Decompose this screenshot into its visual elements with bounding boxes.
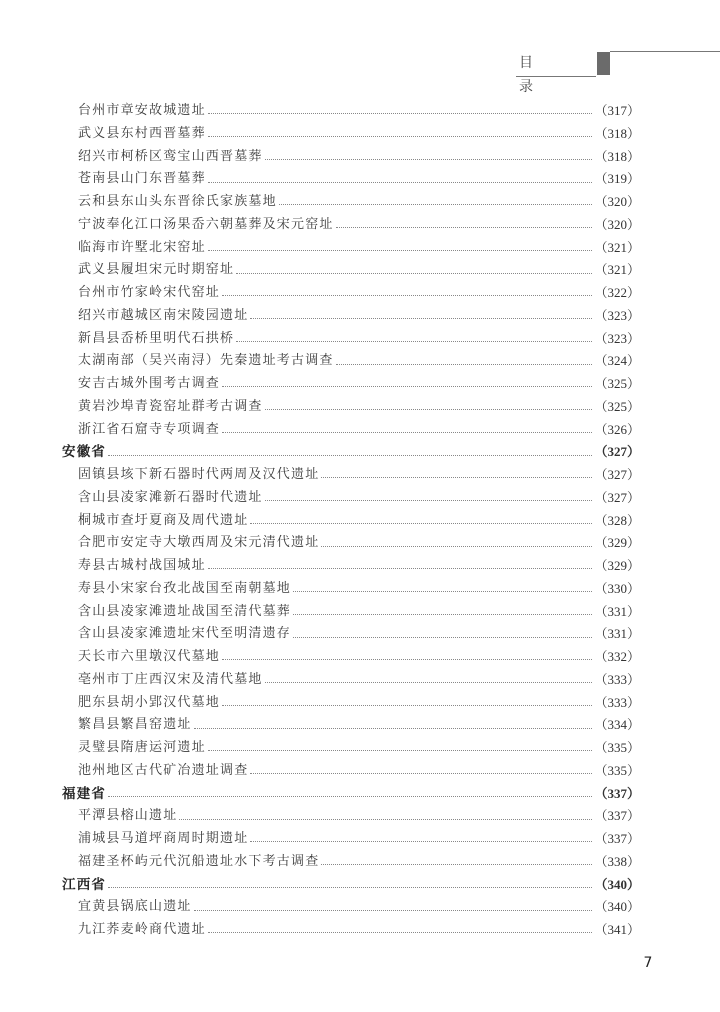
toc-entry-title: 黄岩沙埠青瓷窑址群考古调查 bbox=[78, 398, 263, 414]
toc-entry-page: （335） bbox=[594, 740, 640, 755]
toc-entry-title: 新昌县岙桥里明代石拱桥 bbox=[78, 330, 235, 346]
toc-entry-page: （323） bbox=[594, 307, 640, 323]
toc-entry-page: （317） bbox=[594, 103, 640, 118]
toc-entry-page: （338） bbox=[594, 853, 640, 869]
toc-entry[interactable] bbox=[62, 396, 640, 419]
dot-leader bbox=[321, 863, 592, 865]
toc-entry[interactable] bbox=[62, 555, 640, 578]
toc-entry-title: 云和县东山头东晋徐氏家族墓地 bbox=[78, 194, 277, 209]
toc-entry[interactable] bbox=[62, 487, 640, 510]
toc-entry-title: 绍兴市越城区南宋陵园遗址 bbox=[78, 307, 249, 323]
toc-entry-title: 固镇县垓下新石器时代两周及汉代遗址 bbox=[78, 467, 320, 482]
toc-entry-title: 宜黄县锅底山遗址 bbox=[78, 899, 192, 915]
toc-entry-title: 含山县凌家滩遗址宋代至明清遗存 bbox=[78, 626, 292, 642]
dot-leader bbox=[336, 226, 593, 228]
toc-entry[interactable] bbox=[62, 305, 640, 328]
dot-leader bbox=[265, 499, 593, 501]
toc-entry-title: 含山县凌家滩遗址战国至清代墓葬 bbox=[78, 603, 292, 619]
running-header-title: 目 录 bbox=[519, 55, 555, 95]
dot-leader bbox=[265, 158, 593, 160]
toc-entry-page: （333） bbox=[594, 671, 640, 687]
toc-entry-page: （321） bbox=[594, 262, 640, 278]
dot-leader bbox=[208, 931, 593, 933]
toc-entry[interactable] bbox=[62, 191, 640, 214]
toc-entry-page: （329） bbox=[594, 535, 640, 551]
toc-entry-title: 合肥市安定寺大墩西周及宋元清代遗址 bbox=[78, 535, 320, 551]
toc-entry-page: （337） bbox=[594, 808, 640, 824]
dot-leader bbox=[208, 749, 593, 751]
header-top-rule bbox=[610, 51, 720, 52]
toc-entry-title: 临海市许墅北宋窑址 bbox=[78, 239, 206, 255]
toc-entry-title: 福建圣杯屿元代沉船遗址水下考古调查 bbox=[78, 853, 320, 869]
toc-entry-page: （327） bbox=[594, 489, 640, 505]
toc-entry-page: （337） bbox=[594, 831, 640, 846]
dot-leader bbox=[222, 431, 592, 433]
toc-entry[interactable] bbox=[62, 373, 640, 396]
toc-entry-title: 浙江省石窟寺专项调查 bbox=[78, 421, 221, 437]
toc-entry-title: 天长市六里墩汉代墓地 bbox=[78, 649, 221, 664]
toc-entry-page: （335） bbox=[594, 762, 640, 778]
dot-leader bbox=[321, 545, 592, 547]
toc-entry-title: 浦城县马道坪商周时期遗址 bbox=[78, 831, 249, 846]
dot-leader bbox=[208, 181, 593, 183]
toc-entry-page: （325） bbox=[594, 376, 640, 391]
toc-entry-title: 武义县东村西晋墓葬 bbox=[78, 125, 206, 141]
toc-entry-page: （331） bbox=[594, 626, 640, 642]
toc-entry[interactable] bbox=[62, 510, 640, 533]
dot-leader bbox=[236, 272, 592, 274]
toc-entry-title: 灵璧县隋唐运河遗址 bbox=[78, 740, 206, 755]
toc-entry[interactable] bbox=[62, 146, 640, 169]
toc-entry-page: （330） bbox=[594, 580, 640, 596]
toc-entry-page: （326） bbox=[594, 421, 640, 437]
toc-entry-page: （325） bbox=[594, 398, 640, 414]
toc-entry[interactable] bbox=[62, 601, 640, 624]
table-of-contents bbox=[62, 100, 640, 942]
toc-entry-page: （337） bbox=[594, 785, 640, 801]
dot-leader bbox=[265, 408, 593, 410]
dot-leader bbox=[293, 636, 592, 638]
toc-entry-page: （334） bbox=[594, 717, 640, 733]
dot-leader bbox=[222, 704, 592, 706]
toc-entry[interactable] bbox=[62, 578, 640, 601]
toc-entry-title: 九江荞麦岭商代遗址 bbox=[78, 922, 206, 937]
header-gray-block bbox=[597, 52, 610, 75]
dot-leader bbox=[336, 363, 593, 365]
toc-entry-title: 太湖南部（吴兴南浔）先秦遗址考古调查 bbox=[78, 353, 334, 369]
dot-leader bbox=[279, 203, 593, 205]
toc-entry[interactable] bbox=[62, 237, 640, 260]
toc-entry-page: （333） bbox=[594, 694, 640, 710]
toc-entry-page: （340） bbox=[594, 876, 640, 892]
toc-entry-page: （329） bbox=[594, 558, 640, 573]
toc-entry-page: （324） bbox=[594, 353, 640, 369]
toc-entry[interactable] bbox=[62, 851, 640, 874]
toc-entry-title: 绍兴市柯桥区鸾宝山西晋墓葬 bbox=[78, 148, 263, 164]
toc-entry[interactable] bbox=[62, 214, 640, 237]
toc-entry[interactable] bbox=[62, 669, 640, 692]
toc-entry[interactable] bbox=[62, 692, 640, 715]
toc-entry-title: 繁昌县繁昌窑遗址 bbox=[78, 717, 192, 733]
toc-entry-page: （318） bbox=[594, 148, 640, 164]
dot-leader bbox=[222, 658, 592, 660]
dot-leader bbox=[108, 454, 592, 456]
toc-entry[interactable] bbox=[62, 328, 640, 351]
dot-leader bbox=[194, 727, 593, 729]
toc-entry[interactable] bbox=[62, 419, 640, 442]
toc-entry-page: （327） bbox=[594, 467, 640, 482]
toc-entry-page: （331） bbox=[594, 603, 640, 619]
toc-entry-page: （332） bbox=[594, 649, 640, 664]
dot-leader bbox=[236, 340, 592, 342]
toc-entry[interactable] bbox=[62, 805, 640, 828]
toc-entry-title: 宁波奉化江口汤果岙六朝墓葬及宋元窑址 bbox=[78, 216, 334, 232]
toc-entry-title: 寿县小宋家台孜北战国至南朝墓地 bbox=[78, 580, 292, 596]
toc-entry[interactable] bbox=[62, 714, 640, 737]
page-number: 7 bbox=[643, 955, 653, 971]
toc-entry-title: 武义县履坦宋元时期窑址 bbox=[78, 262, 235, 278]
toc-entry-title: 肥东县胡小郢汉代墓地 bbox=[78, 694, 221, 710]
dot-leader bbox=[250, 522, 592, 524]
toc-entry-title: 台州市竹家岭宋代窑址 bbox=[78, 285, 221, 300]
dot-leader bbox=[293, 613, 592, 615]
dot-leader bbox=[250, 317, 592, 319]
dot-leader bbox=[208, 135, 593, 137]
toc-entry[interactable] bbox=[62, 532, 640, 555]
dot-leader bbox=[194, 909, 593, 911]
toc-entry[interactable] bbox=[62, 464, 640, 487]
toc-entry[interactable] bbox=[62, 623, 640, 646]
dot-leader bbox=[321, 476, 592, 478]
dot-leader bbox=[208, 567, 593, 569]
dot-leader bbox=[293, 590, 592, 592]
toc-entry[interactable] bbox=[62, 259, 640, 282]
dot-leader bbox=[222, 385, 592, 387]
dot-leader bbox=[108, 886, 592, 888]
toc-entry-title: 福建省 bbox=[62, 785, 107, 802]
toc-entry-page: （323） bbox=[594, 330, 640, 346]
toc-entry[interactable] bbox=[62, 760, 640, 783]
toc-entry-title: 台州市章安故城遗址 bbox=[78, 103, 206, 118]
toc-entry[interactable] bbox=[62, 896, 640, 919]
toc-entry-page: （328） bbox=[594, 512, 640, 528]
toc-entry-title: 亳州市丁庄西汉宋及清代墓地 bbox=[78, 671, 263, 687]
toc-entry[interactable] bbox=[62, 282, 640, 305]
toc-entry[interactable] bbox=[62, 100, 640, 123]
toc-entry-title: 江西省 bbox=[62, 876, 107, 893]
toc-entry[interactable] bbox=[62, 123, 640, 146]
toc-entry-title: 苍南县山门东晋墓葬 bbox=[78, 171, 206, 187]
dot-leader bbox=[208, 112, 593, 114]
toc-section-heading[interactable] bbox=[62, 783, 640, 806]
toc-entry[interactable] bbox=[62, 828, 640, 851]
dot-leader bbox=[222, 294, 592, 296]
toc-entry[interactable] bbox=[62, 168, 640, 191]
toc-entry-title: 桐城市查圩夏商及周代遗址 bbox=[78, 512, 249, 528]
toc-entry[interactable] bbox=[62, 350, 640, 373]
toc-entry-title: 池州地区古代矿冶遗址调查 bbox=[78, 762, 249, 778]
toc-entry-title: 寿县古城村战国城址 bbox=[78, 558, 206, 573]
dot-leader bbox=[208, 249, 593, 251]
toc-entry-page: （322） bbox=[594, 285, 640, 300]
toc-entry-page: （321） bbox=[594, 239, 640, 255]
toc-entry[interactable] bbox=[62, 646, 640, 669]
toc-entry[interactable] bbox=[62, 737, 640, 760]
toc-entry-page: （327） bbox=[594, 444, 640, 460]
toc-entry-title: 含山县凌家滩新石器时代遗址 bbox=[78, 489, 263, 505]
toc-section-heading[interactable] bbox=[62, 874, 640, 897]
dot-leader bbox=[250, 772, 592, 774]
toc-entry-page: （320） bbox=[594, 194, 640, 209]
toc-entry-page: （341） bbox=[594, 922, 640, 937]
toc-section-heading[interactable] bbox=[62, 441, 640, 464]
toc-entry-title: 安吉古城外围考古调查 bbox=[78, 376, 221, 391]
toc-entry-title: 平潭县榕山遗址 bbox=[78, 808, 178, 824]
toc-entry-page: （318） bbox=[594, 125, 640, 141]
toc-entry-page: （320） bbox=[594, 216, 640, 232]
dot-leader bbox=[179, 818, 592, 820]
dot-leader bbox=[265, 681, 593, 683]
dot-leader bbox=[108, 795, 592, 797]
toc-entry-page: （340） bbox=[594, 899, 640, 915]
toc-entry[interactable] bbox=[62, 919, 640, 942]
dot-leader bbox=[250, 840, 592, 842]
header-underline bbox=[516, 76, 596, 77]
toc-entry-page: （319） bbox=[594, 171, 640, 187]
toc-entry-title: 安徽省 bbox=[62, 444, 107, 461]
